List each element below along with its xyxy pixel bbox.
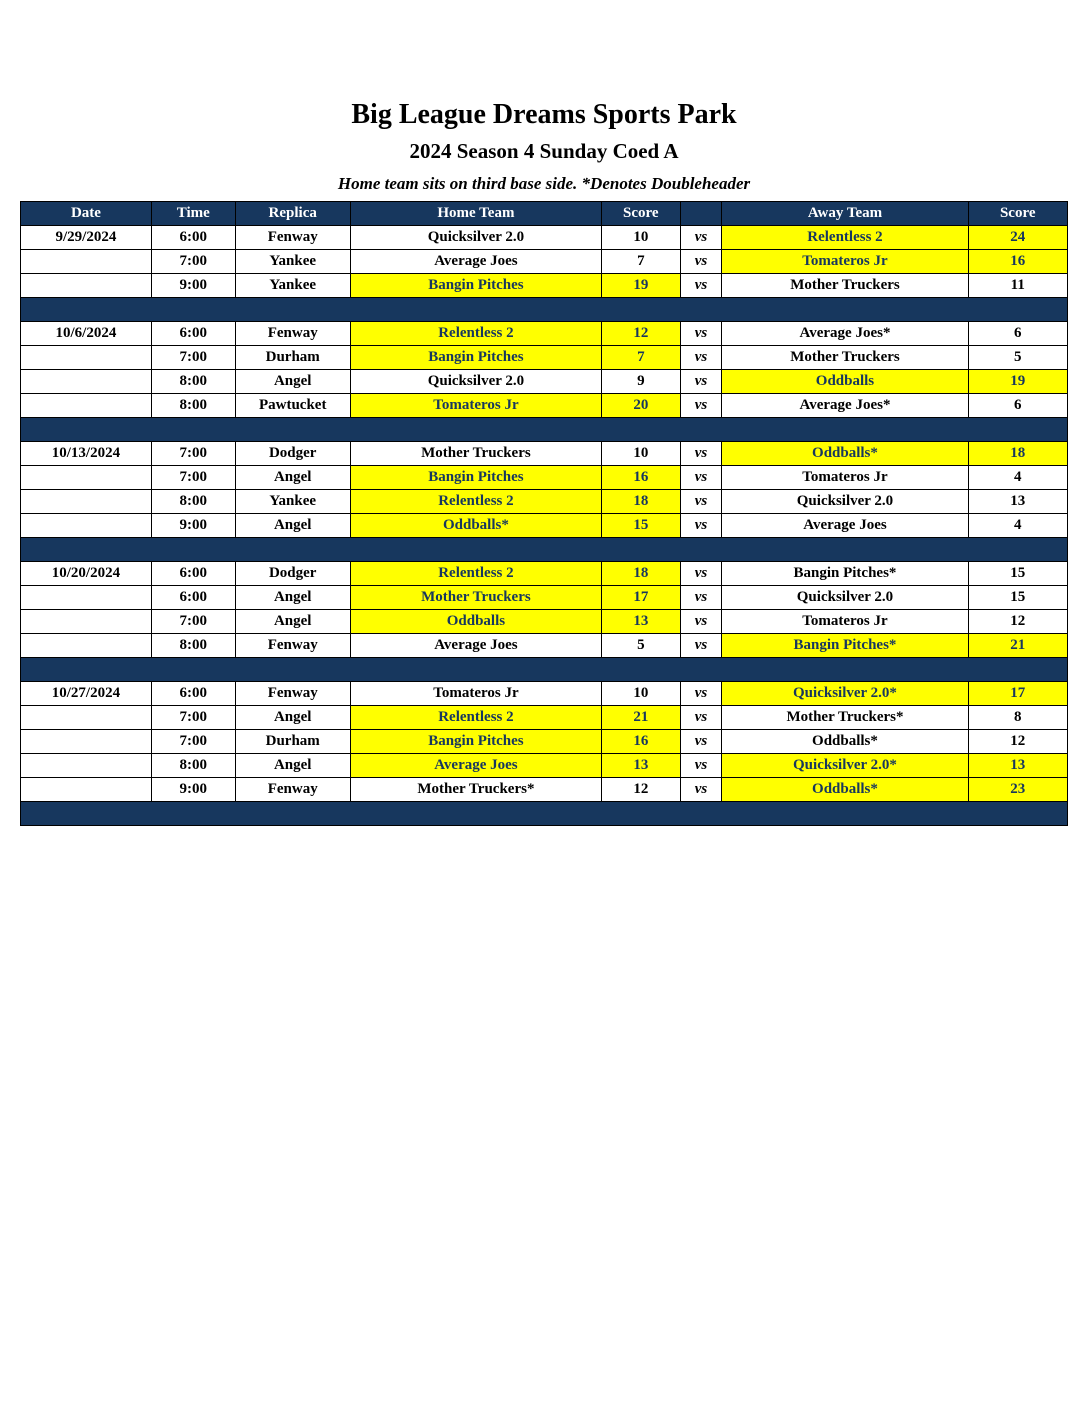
time-cell: 7:00 [151, 705, 235, 729]
game-row [21, 225, 1068, 249]
page-note: Home team sits on third base side. *Denotes Doubleheader [337, 173, 751, 193]
time-cell: 7:00 [151, 609, 235, 633]
time-cell: 6:00 [151, 225, 235, 249]
home-score-cell: 13 [602, 753, 681, 777]
date-cell [21, 249, 152, 273]
time-cell: 7:00 [151, 345, 235, 369]
away-team-cell: Quicksilver 2.0* [722, 681, 968, 705]
home-score-cell: 15 [602, 513, 681, 537]
home-team-cell: Tomateros Jr [350, 393, 601, 417]
separator-row [21, 801, 1068, 825]
date-cell: 10/6/2024 [21, 321, 152, 345]
time-cell: 8:00 [151, 369, 235, 393]
game-row [21, 681, 1068, 705]
date-cell [21, 489, 152, 513]
home-team-cell: Relentless 2 [350, 321, 601, 345]
away-team-cell: Tomateros Jr [722, 465, 968, 489]
away-team-cell: Tomateros Jr [722, 609, 968, 633]
home-team-cell: Tomateros Jr [350, 681, 601, 705]
home-score-cell: 9 [602, 369, 681, 393]
vs-cell: vs [680, 273, 722, 297]
date-cell [21, 585, 152, 609]
col-header-away-team: Away Team [722, 201, 968, 225]
game-row [21, 561, 1068, 585]
home-team-cell: Relentless 2 [350, 705, 601, 729]
away-team-cell: Tomateros Jr [722, 249, 968, 273]
away-score-cell: 5 [968, 345, 1068, 369]
time-cell: 8:00 [151, 633, 235, 657]
away-score-cell: 13 [968, 489, 1068, 513]
away-score-cell: 6 [968, 321, 1068, 345]
vs-cell: vs [680, 705, 722, 729]
replica-cell: Fenway [235, 681, 350, 705]
away-team-cell: Average Joes* [722, 321, 968, 345]
home-team-cell: Bangin Pitches [350, 465, 601, 489]
time-cell: 7:00 [151, 465, 235, 489]
replica-cell: Angel [235, 585, 350, 609]
home-team-cell: Bangin Pitches [350, 273, 601, 297]
home-team-cell: Average Joes [350, 249, 601, 273]
date-cell [21, 609, 152, 633]
home-team-cell: Relentless 2 [350, 489, 601, 513]
col-header-replica: Replica [235, 201, 350, 225]
away-score-cell: 18 [968, 441, 1068, 465]
away-team-cell: Oddballs* [722, 441, 968, 465]
date-cell [21, 465, 152, 489]
game-row [21, 585, 1068, 609]
away-team-cell: Bangin Pitches* [722, 633, 968, 657]
time-cell: 6:00 [151, 681, 235, 705]
game-row [21, 249, 1068, 273]
vs-cell: vs [680, 777, 722, 801]
vs-cell: vs [680, 369, 722, 393]
away-score-cell: 24 [968, 225, 1068, 249]
away-score-cell: 17 [968, 681, 1068, 705]
home-team-cell: Oddballs [350, 609, 601, 633]
replica-cell: Angel [235, 513, 350, 537]
col-header-vs [680, 201, 722, 225]
vs-cell: vs [680, 321, 722, 345]
away-score-cell: 19 [968, 369, 1068, 393]
away-team-cell: Mother Truckers [722, 273, 968, 297]
date-cell: 10/27/2024 [21, 681, 152, 705]
col-header-home-team: Home Team [350, 201, 601, 225]
home-score-cell: 21 [602, 705, 681, 729]
away-team-cell: Oddballs [722, 369, 968, 393]
game-row [21, 729, 1068, 753]
time-cell: 7:00 [151, 249, 235, 273]
game-row [21, 777, 1068, 801]
vs-cell: vs [680, 729, 722, 753]
away-score-cell: 23 [968, 777, 1068, 801]
home-team-cell: Average Joes [350, 753, 601, 777]
game-row [21, 345, 1068, 369]
vs-cell: vs [680, 393, 722, 417]
replica-cell: Angel [235, 465, 350, 489]
vs-cell: vs [680, 585, 722, 609]
home-score-cell: 18 [602, 561, 681, 585]
away-score-cell: 16 [968, 249, 1068, 273]
away-score-cell: 12 [968, 729, 1068, 753]
game-row [21, 705, 1068, 729]
date-cell [21, 393, 152, 417]
schedule-table [20, 201, 1068, 826]
replica-cell: Dodger [235, 561, 350, 585]
away-score-cell: 15 [968, 585, 1068, 609]
home-score-cell: 13 [602, 609, 681, 633]
replica-cell: Angel [235, 753, 350, 777]
vs-cell: vs [680, 225, 722, 249]
game-row [21, 513, 1068, 537]
date-cell [21, 633, 152, 657]
separator-cell [21, 657, 1068, 681]
vs-cell: vs [680, 489, 722, 513]
replica-cell: Yankee [235, 249, 350, 273]
home-team-cell: Oddballs* [350, 513, 601, 537]
separator-cell [21, 297, 1068, 321]
home-score-cell: 18 [602, 489, 681, 513]
vs-cell: vs [680, 681, 722, 705]
col-header-date: Date [21, 201, 152, 225]
home-score-cell: 19 [602, 273, 681, 297]
home-score-cell: 12 [602, 777, 681, 801]
vs-cell: vs [680, 345, 722, 369]
away-score-cell: 4 [968, 465, 1068, 489]
home-score-cell: 16 [602, 465, 681, 489]
home-score-cell: 5 [602, 633, 681, 657]
date-cell: 9/29/2024 [21, 225, 152, 249]
date-cell [21, 345, 152, 369]
game-row [21, 273, 1068, 297]
time-cell: 6:00 [151, 321, 235, 345]
page-title: Big League Dreams Sports Park [351, 99, 737, 130]
time-cell: 9:00 [151, 777, 235, 801]
home-team-cell: Bangin Pitches [350, 345, 601, 369]
game-row [21, 393, 1068, 417]
vs-cell: vs [680, 441, 722, 465]
game-row [21, 633, 1068, 657]
home-score-cell: 16 [602, 729, 681, 753]
away-team-cell: Oddballs* [722, 729, 968, 753]
away-score-cell: 6 [968, 393, 1068, 417]
home-team-cell: Mother Truckers [350, 441, 601, 465]
date-cell: 10/13/2024 [21, 441, 152, 465]
game-row [21, 489, 1068, 513]
away-score-cell: 11 [968, 273, 1068, 297]
home-score-cell: 10 [602, 681, 681, 705]
game-row [21, 441, 1068, 465]
home-score-cell: 7 [602, 249, 681, 273]
separator-row [21, 537, 1068, 561]
away-team-cell: Quicksilver 2.0 [722, 585, 968, 609]
replica-cell: Fenway [235, 225, 350, 249]
home-score-cell: 7 [602, 345, 681, 369]
col-header-time: Time [151, 201, 235, 225]
away-score-cell: 4 [968, 513, 1068, 537]
separator-cell [21, 537, 1068, 561]
date-cell [21, 753, 152, 777]
time-cell: 9:00 [151, 513, 235, 537]
replica-cell: Angel [235, 705, 350, 729]
date-cell [21, 369, 152, 393]
time-cell: 8:00 [151, 753, 235, 777]
time-cell: 9:00 [151, 273, 235, 297]
home-team-cell: Average Joes [350, 633, 601, 657]
replica-cell: Durham [235, 729, 350, 753]
game-row [21, 321, 1068, 345]
date-cell [21, 273, 152, 297]
vs-cell: vs [680, 465, 722, 489]
game-row [21, 753, 1068, 777]
time-cell: 6:00 [151, 585, 235, 609]
date-cell [21, 777, 152, 801]
col-header-away-score: Score [968, 201, 1068, 225]
date-cell [21, 705, 152, 729]
away-score-cell: 13 [968, 753, 1068, 777]
vs-cell: vs [680, 633, 722, 657]
vs-cell: vs [680, 513, 722, 537]
page-subtitle: 2024 Season 4 Sunday Coed A [409, 138, 679, 163]
away-team-cell: Average Joes [722, 513, 968, 537]
schedule-table-body [21, 225, 1068, 825]
vs-cell: vs [680, 249, 722, 273]
replica-cell: Fenway [235, 633, 350, 657]
away-team-cell: Bangin Pitches* [722, 561, 968, 585]
separator-row [21, 417, 1068, 441]
replica-cell: Yankee [235, 489, 350, 513]
away-team-cell: Quicksilver 2.0 [722, 489, 968, 513]
time-cell: 8:00 [151, 393, 235, 417]
home-team-cell: Bangin Pitches [350, 729, 601, 753]
away-team-cell: Average Joes* [722, 393, 968, 417]
col-header-home-score: Score [602, 201, 681, 225]
replica-cell: Fenway [235, 777, 350, 801]
table-header-row [21, 201, 1068, 225]
home-team-cell: Quicksilver 2.0 [350, 225, 601, 249]
time-cell: 7:00 [151, 729, 235, 753]
away-team-cell: Quicksilver 2.0* [722, 753, 968, 777]
replica-cell: Durham [235, 345, 350, 369]
date-cell [21, 729, 152, 753]
away-score-cell: 21 [968, 633, 1068, 657]
separator-row [21, 297, 1068, 321]
away-team-cell: Mother Truckers [722, 345, 968, 369]
vs-cell: vs [680, 753, 722, 777]
time-cell: 7:00 [151, 441, 235, 465]
date-cell [21, 513, 152, 537]
game-row [21, 465, 1068, 489]
replica-cell: Pawtucket [235, 393, 350, 417]
replica-cell: Yankee [235, 273, 350, 297]
home-team-cell: Relentless 2 [350, 561, 601, 585]
separator-cell [21, 801, 1068, 825]
home-team-cell: Mother Truckers [350, 585, 601, 609]
home-team-cell: Mother Truckers* [350, 777, 601, 801]
away-score-cell: 15 [968, 561, 1068, 585]
vs-cell: vs [680, 609, 722, 633]
home-score-cell: 12 [602, 321, 681, 345]
home-score-cell: 20 [602, 393, 681, 417]
home-score-cell: 10 [602, 441, 681, 465]
date-cell: 10/20/2024 [21, 561, 152, 585]
away-team-cell: Relentless 2 [722, 225, 968, 249]
away-score-cell: 8 [968, 705, 1068, 729]
separator-cell [21, 417, 1068, 441]
home-team-cell: Quicksilver 2.0 [350, 369, 601, 393]
separator-row [21, 657, 1068, 681]
away-team-cell: Oddballs* [722, 777, 968, 801]
replica-cell: Angel [235, 369, 350, 393]
home-score-cell: 10 [602, 225, 681, 249]
away-score-cell: 12 [968, 609, 1068, 633]
time-cell: 8:00 [151, 489, 235, 513]
home-score-cell: 17 [602, 585, 681, 609]
replica-cell: Fenway [235, 321, 350, 345]
replica-cell: Angel [235, 609, 350, 633]
game-row [21, 369, 1068, 393]
replica-cell: Dodger [235, 441, 350, 465]
vs-cell: vs [680, 561, 722, 585]
game-row [21, 609, 1068, 633]
away-team-cell: Mother Truckers* [722, 705, 968, 729]
time-cell: 6:00 [151, 561, 235, 585]
